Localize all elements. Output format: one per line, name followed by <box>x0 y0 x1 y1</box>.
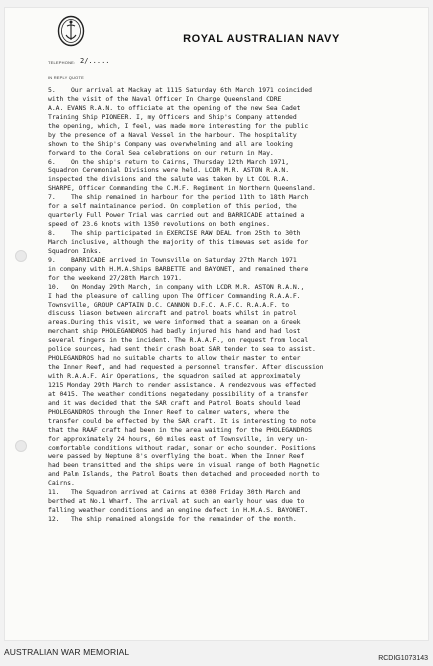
body-line: for a self maintainance period. On completion of this period, the <box>48 202 297 211</box>
body-line: 7. The ship remained in harbour for the period 11th to 18th March <box>48 193 309 202</box>
body-line: were passed by Neptune 8's overflying the boat. When the Inner Reef <box>48 452 305 461</box>
telephone-value: 2/..... <box>80 57 110 65</box>
body-line: Cairns. <box>48 479 75 488</box>
body-line: quarterly Full Power Trial was carried out and BARRICADE attained a <box>48 211 305 220</box>
body-line: SHARPE, Officer Commanding the C.M.F. Regiment in Northern Queensland. <box>48 184 316 193</box>
body-line: 11. The Squadron arrived at Cairns at 0300 Friday 30th March and <box>48 488 301 497</box>
body-line: inspected the divisions and the salute was taken by Lt COL R.A. <box>48 175 290 184</box>
body-line: falling weather conditions and an engine defect in H.M.A.S. BAYONET. <box>48 506 309 515</box>
body-line: forward to the Coral Sea celebrations on our return in May. <box>48 148 274 157</box>
punch-hole-icon <box>15 250 27 262</box>
body-line: transfer could be effected by the SAR craft. It is interesting to note <box>48 416 316 425</box>
body-line: and it was decided that the SAR craft and Patrol Boats should lead <box>48 398 301 407</box>
body-line: 10. On Monday 29th March, in company with LCDR M.R. ASTON R.A.N., <box>48 282 305 291</box>
body-line: PHOLEGANDROS through the Inner Reef to calmer waters, where the <box>48 407 290 416</box>
telephone-label: TELEPHONE: <box>48 60 76 65</box>
source-footer: AUSTRALIAN WAR MEMORIAL <box>4 647 130 657</box>
body-line: 6. On the ship's return to Cairns, Thursday 12th March 1971, <box>48 157 290 166</box>
body-line: Squadron Ceremonial Divisions were held. LCDR M.R. ASTON R.A.N. <box>48 166 290 175</box>
body-line: 8. The ship participated in EXERCISE RAW DEAL from 25th to 30th <box>48 229 301 237</box>
body-line: discuss liason between aircraft and patrol boats whilst in patrol <box>48 309 297 318</box>
body-line: 1215 Monday 29th March to render assistance. A rendezvous was effected <box>48 380 316 389</box>
body-line: and Palm Islands, the Patrol Boats then detached and proceeded north to <box>48 470 320 479</box>
body-line: I had the pleasure of calling upon The Officer Commanding R.A.A.F. <box>48 291 301 300</box>
body-line: speed of 23.6 knots with 1350 revolutions on both engines. <box>48 220 270 229</box>
body-line: for approximately 24 hours, 60 miles east of Townsville, in very un- <box>48 434 309 443</box>
body-line: PHOLEGANDROS had no suitable charts to allow their master to enter <box>48 354 301 363</box>
page-title: ROYAL AUSTRALIAN NAVY <box>183 33 340 45</box>
body-line: the opening, which, I feel, was made more interesting for the public <box>48 121 309 130</box>
body-line: 5. Our arrival at Mackay at 1115 Saturday 6th March 1971 coincided <box>48 86 312 94</box>
reply-quote-label: IN REPLY QUOTE <box>48 75 84 80</box>
body-line: several fingers in the incident. The R.A.A.F., on request from local <box>48 336 309 345</box>
body-line: Training Ship PIONEER. I, my Officers and Ship's Company attended <box>48 112 297 121</box>
body-line: comfortable conditions without radar, sonar or echo sounder. Positions <box>48 443 316 452</box>
body-line: berthed at No.1 Wharf. The arrival at such an early hour was due to <box>48 497 305 506</box>
report-body <box>48 86 398 524</box>
punch-hole-icon <box>15 440 27 452</box>
body-line: at 0415. The weather conditions negatedany possibility of a transfer <box>48 389 309 398</box>
body-line: Squadron Inks. <box>48 246 102 255</box>
body-line: shown to the Ship's Company was overwhelming and all are looking <box>48 139 293 148</box>
body-line: had been transitted and the ships were in visual range of both Magnetic <box>48 461 320 470</box>
body-line: areas.During this visit, we were informed that a seaman on a Greek <box>48 318 301 327</box>
body-line: with R.A.A.F. Air Operations, the squadron sailed at approximately <box>48 372 301 380</box>
body-line: A.A. EVANS R.A.N. to officiate at the opening of the new Sea Cadet <box>48 103 301 112</box>
body-line: for the weekend 27/28th March 1971. <box>48 273 182 282</box>
body-line: police sources, had sent their crash boat SAR tender to sea to assist. <box>48 345 316 354</box>
body-line: that the RAAF craft had been in the area waiting for the PHOLEGANDROS <box>48 425 312 434</box>
body-line: Townsville, GROUP CAPTAIN D.C. CANNON D.F.C. A.F.C. R.A.A.F. to <box>48 300 290 309</box>
body-line: with the visit of the Naval Officer In Charge Queensland CDRE <box>48 94 282 103</box>
body-line: 12. The ship remained alongside for the remainder of the month. <box>48 515 297 523</box>
body-line: March inclusive, although the majority of this timewas set aside for <box>48 237 309 246</box>
body-line: 9. BARRICADE arrived in Townsville on Saturday 27th March 1971 <box>48 255 297 264</box>
body-line: in company with H.M.A.Ships BARBETTE and BAYONET, and remained there <box>48 264 309 273</box>
reference-number: RCDIG1073143 <box>378 655 428 662</box>
body-line: by the presence of a Naval Vessel in the harbour. The hospitality <box>48 130 297 139</box>
body-line: merchant ship PHOLEGANDROS had badly injured his hand and had lost <box>48 327 301 336</box>
body-line: the Inner Reef, and had requested a personnel transfer. After discussion <box>48 363 324 372</box>
